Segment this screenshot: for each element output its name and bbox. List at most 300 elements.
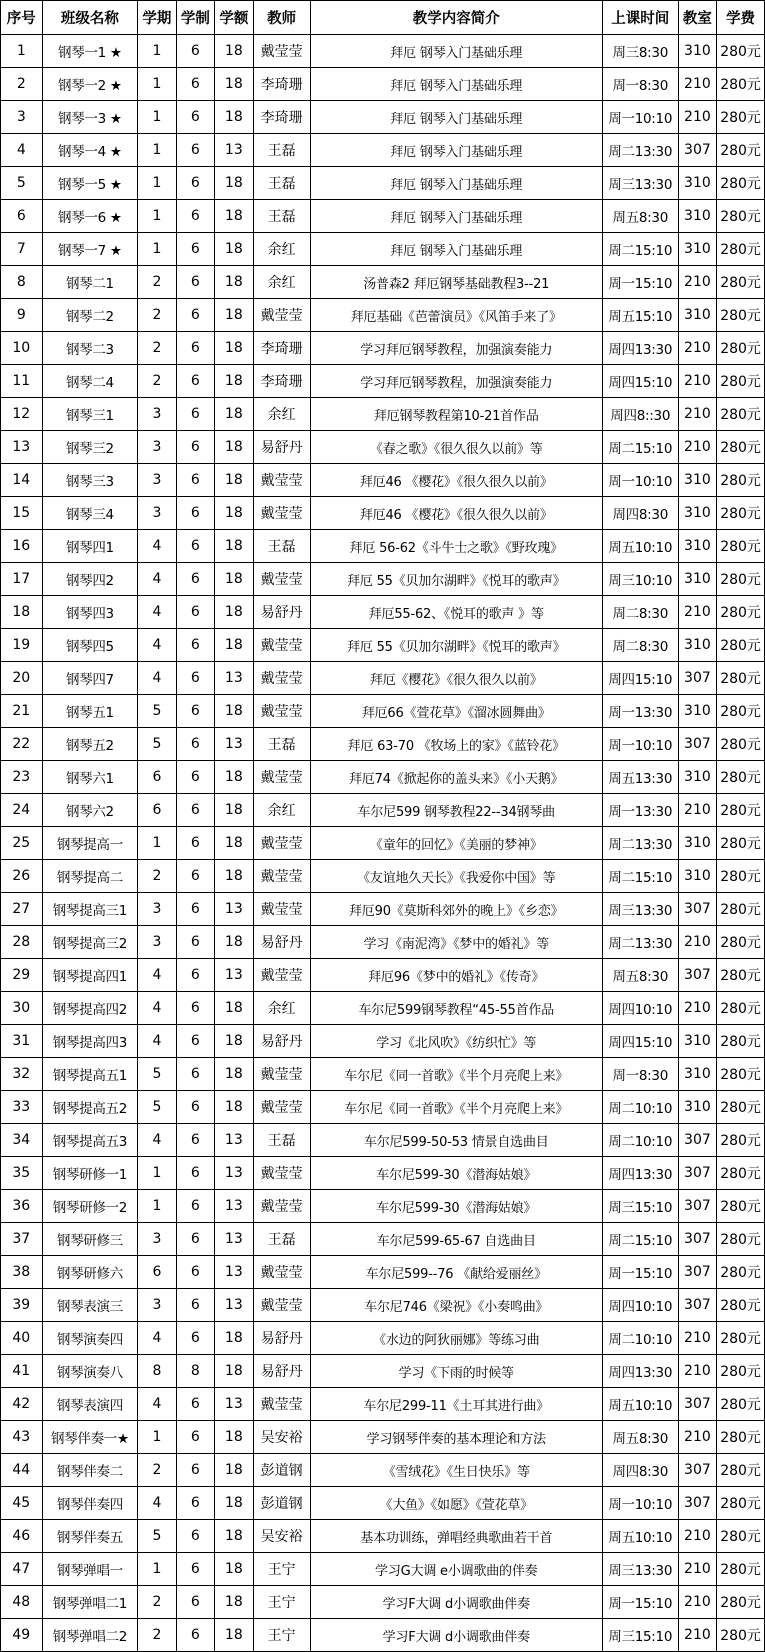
cell-index: 32: [1, 1058, 43, 1091]
cell-index: 25: [1, 827, 43, 860]
cell-class-name: 钢琴提高五3: [42, 1124, 138, 1157]
cell-fee: 280元: [717, 1091, 765, 1124]
cell-index: 16: [1, 530, 43, 563]
cell-time: 周一10:10: [602, 1487, 678, 1520]
cell-fee: 280元: [717, 1388, 765, 1421]
cell-index: 21: [1, 695, 43, 728]
cell-index: 26: [1, 860, 43, 893]
cell-teacher: 李琦珊: [253, 332, 310, 365]
cell-teacher: 戴莹莹: [253, 35, 310, 68]
cell-index: 27: [1, 893, 43, 926]
table-row: [1, 1091, 765, 1124]
cell-room: 307: [678, 662, 716, 695]
cell-time: 周一10:10: [602, 464, 678, 497]
cell-duration: 6: [176, 431, 214, 464]
cell-class-name: 钢琴提高三2: [42, 926, 138, 959]
cell-teacher: 余红: [253, 398, 310, 431]
cell-time: 周三8:30: [602, 35, 678, 68]
cell-time: 周五8:30: [602, 959, 678, 992]
cell-capacity: 18: [215, 1322, 253, 1355]
cell-class-name: 钢琴提高四3: [42, 1025, 138, 1058]
cell-time: 周二15:10: [602, 233, 678, 266]
cell-teacher: 戴莹莹: [253, 827, 310, 860]
cell-class-name: 钢琴伴奏四: [42, 1487, 138, 1520]
cell-teacher: 王磊: [253, 167, 310, 200]
cell-fee: 280元: [717, 200, 765, 233]
cell-term: 1: [138, 200, 176, 233]
cell-content: 拜厄46 《樱花》《很久很久以前》: [310, 497, 602, 530]
cell-room: 310: [678, 1058, 716, 1091]
cell-time: 周五10:10: [602, 1388, 678, 1421]
header-content: 教学内容简介: [310, 1, 602, 35]
cell-capacity: 18: [215, 167, 253, 200]
cell-capacity: 18: [215, 926, 253, 959]
cell-time: 周四8:30: [602, 497, 678, 530]
cell-capacity: 18: [215, 299, 253, 332]
cell-duration: 6: [176, 761, 214, 794]
cell-teacher: 戴莹莹: [253, 761, 310, 794]
cell-content: 拜厄55-62、《悦耳的歌声 》等: [310, 596, 602, 629]
cell-capacity: 18: [215, 233, 253, 266]
cell-capacity: 18: [215, 398, 253, 431]
cell-index: 38: [1, 1256, 43, 1289]
cell-class-name: 钢琴演奏八: [42, 1355, 138, 1388]
cell-time: 周一8:30: [602, 1058, 678, 1091]
cell-content: 学习F大调 d小调歌曲伴奏: [310, 1619, 602, 1652]
cell-duration: 6: [176, 794, 214, 827]
cell-time: 周三13:30: [602, 1553, 678, 1586]
cell-fee: 280元: [717, 1454, 765, 1487]
cell-index: 18: [1, 596, 43, 629]
cell-class-name: 钢琴三1: [42, 398, 138, 431]
cell-fee: 280元: [717, 1355, 765, 1388]
cell-fee: 280元: [717, 1421, 765, 1454]
cell-index: 2: [1, 68, 43, 101]
cell-term: 4: [138, 629, 176, 662]
cell-time: 周二10:10: [602, 1322, 678, 1355]
cell-duration: 6: [176, 1025, 214, 1058]
cell-term: 4: [138, 1487, 176, 1520]
cell-teacher: 余红: [253, 794, 310, 827]
cell-time: 周二15:10: [602, 431, 678, 464]
table-row: [1, 464, 765, 497]
cell-index: 30: [1, 992, 43, 1025]
header-row: [1, 1, 765, 35]
header-fee: 学费: [717, 1, 765, 35]
cell-content: 《春之歌》《很久很久以前》等: [310, 431, 602, 464]
cell-time: 周三13:30: [602, 893, 678, 926]
cell-index: 5: [1, 167, 43, 200]
cell-room: 310: [678, 860, 716, 893]
cell-content: 拜厄66《萱花草》《溜冰圆舞曲》: [310, 695, 602, 728]
cell-time: 周一15:10: [602, 1256, 678, 1289]
table-row: [1, 596, 765, 629]
cell-index: 23: [1, 761, 43, 794]
cell-time: 周二13:30: [602, 926, 678, 959]
cell-capacity: 18: [215, 794, 253, 827]
cell-class-name: 钢琴一2 ★: [42, 68, 138, 101]
cell-term: 3: [138, 497, 176, 530]
cell-time: 周一13:30: [602, 695, 678, 728]
cell-content: 车尔尼599钢琴教程“45-55首作品: [310, 992, 602, 1025]
cell-index: 46: [1, 1520, 43, 1553]
cell-time: 周二8:30: [602, 629, 678, 662]
cell-room: 307: [678, 893, 716, 926]
cell-fee: 280元: [717, 431, 765, 464]
cell-room: 210: [678, 1553, 716, 1586]
cell-index: 28: [1, 926, 43, 959]
cell-capacity: 18: [215, 1421, 253, 1454]
cell-content: 《水边的阿狄丽娜》等练习曲: [310, 1322, 602, 1355]
cell-room: 310: [678, 200, 716, 233]
cell-duration: 6: [176, 827, 214, 860]
cell-duration: 6: [176, 893, 214, 926]
cell-index: 15: [1, 497, 43, 530]
cell-fee: 280元: [717, 35, 765, 68]
cell-content: 《友谊地久天长》《我爱你中国》等: [310, 860, 602, 893]
cell-class-name: 钢琴伴奏一★: [42, 1421, 138, 1454]
cell-time: 周三13:30: [602, 167, 678, 200]
cell-fee: 280元: [717, 563, 765, 596]
cell-fee: 280元: [717, 1025, 765, 1058]
cell-fee: 280元: [717, 332, 765, 365]
cell-term: 3: [138, 398, 176, 431]
table-body: [1, 35, 765, 1652]
cell-index: 49: [1, 1619, 43, 1652]
cell-index: 48: [1, 1586, 43, 1619]
cell-duration: 6: [176, 365, 214, 398]
cell-fee: 280元: [717, 662, 765, 695]
cell-duration: 6: [176, 200, 214, 233]
cell-term: 1: [138, 1190, 176, 1223]
cell-room: 210: [678, 266, 716, 299]
cell-content: 《雪绒花》《生日快乐》等: [310, 1454, 602, 1487]
cell-content: 拜厄 钢琴入门基础乐理: [310, 167, 602, 200]
cell-content: 汤普森2 拜厄钢琴基础教程3--21: [310, 266, 602, 299]
cell-time: 周四8:30: [602, 1454, 678, 1487]
table-row: [1, 134, 765, 167]
cell-room: 210: [678, 1586, 716, 1619]
cell-room: 210: [678, 398, 716, 431]
cell-fee: 280元: [717, 1619, 765, 1652]
cell-class-name: 钢琴研修六: [42, 1256, 138, 1289]
cell-capacity: 18: [215, 101, 253, 134]
cell-room: 210: [678, 596, 716, 629]
cell-term: 1: [138, 101, 176, 134]
cell-term: 2: [138, 1586, 176, 1619]
cell-content: 车尔尼599-30《潜海姑娘》: [310, 1157, 602, 1190]
cell-time: 周三15:10: [602, 1619, 678, 1652]
header-capacity: 学额: [215, 1, 253, 35]
cell-index: 3: [1, 101, 43, 134]
cell-capacity: 18: [215, 596, 253, 629]
cell-class-name: 钢琴提高五2: [42, 1091, 138, 1124]
table-row: [1, 398, 765, 431]
cell-room: 310: [678, 1025, 716, 1058]
cell-capacity: 13: [215, 1256, 253, 1289]
cell-content: 拜厄基础《芭蕾演员》《风笛手来了》: [310, 299, 602, 332]
cell-class-name: 钢琴提高四1: [42, 959, 138, 992]
cell-content: 拜厄74《掀起你的盖头来》《小天鹅》: [310, 761, 602, 794]
cell-room: 310: [678, 1091, 716, 1124]
cell-teacher: 易舒丹: [253, 1025, 310, 1058]
cell-capacity: 18: [215, 1025, 253, 1058]
cell-duration: 6: [176, 233, 214, 266]
cell-index: 35: [1, 1157, 43, 1190]
cell-class-name: 钢琴二4: [42, 365, 138, 398]
cell-capacity: 13: [215, 959, 253, 992]
cell-teacher: 王磊: [253, 728, 310, 761]
cell-capacity: 18: [215, 332, 253, 365]
cell-term: 2: [138, 299, 176, 332]
cell-teacher: 李琦珊: [253, 101, 310, 134]
table-row: [1, 233, 765, 266]
cell-capacity: 18: [215, 431, 253, 464]
cell-teacher: 彭道钢: [253, 1487, 310, 1520]
cell-duration: 6: [176, 497, 214, 530]
cell-term: 4: [138, 1124, 176, 1157]
table-row: [1, 332, 765, 365]
cell-room: 210: [678, 794, 716, 827]
header-term: 学期: [138, 1, 176, 35]
cell-capacity: 18: [215, 68, 253, 101]
cell-term: 6: [138, 1256, 176, 1289]
cell-term: 4: [138, 1025, 176, 1058]
cell-room: 307: [678, 1190, 716, 1223]
cell-duration: 6: [176, 1190, 214, 1223]
cell-teacher: 王磊: [253, 530, 310, 563]
cell-content: 学习拜厄钢琴教程，加强演奏能力: [310, 365, 602, 398]
cell-teacher: 王宁: [253, 1553, 310, 1586]
cell-teacher: 易舒丹: [253, 596, 310, 629]
cell-class-name: 钢琴四1: [42, 530, 138, 563]
cell-term: 1: [138, 1157, 176, 1190]
cell-time: 周一10:10: [602, 101, 678, 134]
cell-duration: 6: [176, 1487, 214, 1520]
cell-duration: 6: [176, 464, 214, 497]
cell-content: 拜厄 63-70 《牧场上的家》《蓝铃花》: [310, 728, 602, 761]
cell-room: 310: [678, 233, 716, 266]
cell-fee: 280元: [717, 596, 765, 629]
cell-content: 学习《南泥湾》《梦中的婚礼》等: [310, 926, 602, 959]
cell-content: 车尔尼599 钢琴教程22--34钢琴曲: [310, 794, 602, 827]
cell-duration: 6: [176, 1553, 214, 1586]
cell-duration: 6: [176, 629, 214, 662]
cell-teacher: 戴莹莹: [253, 959, 310, 992]
cell-term: 4: [138, 1322, 176, 1355]
cell-room: 310: [678, 464, 716, 497]
cell-duration: 6: [176, 596, 214, 629]
cell-index: 6: [1, 200, 43, 233]
cell-capacity: 18: [215, 1619, 253, 1652]
cell-fee: 280元: [717, 1586, 765, 1619]
cell-teacher: 李琦珊: [253, 365, 310, 398]
cell-duration: 6: [176, 728, 214, 761]
header-duration: 学制: [176, 1, 214, 35]
cell-time: 周一15:10: [602, 266, 678, 299]
cell-room: 307: [678, 959, 716, 992]
table-row: [1, 1058, 765, 1091]
cell-term: 4: [138, 959, 176, 992]
cell-duration: 8: [176, 1355, 214, 1388]
table-row: [1, 1157, 765, 1190]
cell-fee: 280元: [717, 1289, 765, 1322]
cell-duration: 6: [176, 1454, 214, 1487]
cell-duration: 6: [176, 134, 214, 167]
cell-capacity: 18: [215, 860, 253, 893]
cell-term: 1: [138, 827, 176, 860]
cell-index: 22: [1, 728, 43, 761]
cell-fee: 280元: [717, 1058, 765, 1091]
cell-room: 210: [678, 431, 716, 464]
table-row: [1, 1256, 765, 1289]
cell-teacher: 戴莹莹: [253, 860, 310, 893]
cell-term: 1: [138, 134, 176, 167]
table-row: [1, 101, 765, 134]
cell-class-name: 钢琴一5 ★: [42, 167, 138, 200]
cell-room: 310: [678, 629, 716, 662]
cell-capacity: 18: [215, 1454, 253, 1487]
cell-teacher: 王磊: [253, 200, 310, 233]
cell-fee: 280元: [717, 68, 765, 101]
cell-time: 周四15:10: [602, 662, 678, 695]
cell-fee: 280元: [717, 1322, 765, 1355]
cell-capacity: 13: [215, 1388, 253, 1421]
cell-content: 学习《北风吹》《纺织忙》等: [310, 1025, 602, 1058]
cell-capacity: 13: [215, 893, 253, 926]
cell-content: 车尔尼599-65-67 自选曲目: [310, 1223, 602, 1256]
cell-class-name: 钢琴一3 ★: [42, 101, 138, 134]
cell-room: 210: [678, 1322, 716, 1355]
cell-content: 车尔尼599-30《潜海姑娘》: [310, 1190, 602, 1223]
table-row: [1, 1124, 765, 1157]
cell-time: 周四10:10: [602, 1289, 678, 1322]
cell-fee: 280元: [717, 1223, 765, 1256]
cell-class-name: 钢琴表演四: [42, 1388, 138, 1421]
table-row: [1, 695, 765, 728]
cell-capacity: 18: [215, 365, 253, 398]
cell-term: 4: [138, 530, 176, 563]
cell-time: 周二10:10: [602, 1091, 678, 1124]
cell-fee: 280元: [717, 860, 765, 893]
cell-class-name: 钢琴弹唱二2: [42, 1619, 138, 1652]
cell-index: 19: [1, 629, 43, 662]
cell-class-name: 钢琴一6 ★: [42, 200, 138, 233]
cell-index: 13: [1, 431, 43, 464]
cell-time: 周二13:30: [602, 134, 678, 167]
cell-fee: 280元: [717, 761, 765, 794]
cell-duration: 6: [176, 398, 214, 431]
cell-time: 周三10:10: [602, 563, 678, 596]
cell-content: 学习G大调 e小调歌曲的伴奏: [310, 1553, 602, 1586]
cell-term: 3: [138, 1289, 176, 1322]
cell-fee: 280元: [717, 1124, 765, 1157]
cell-class-name: 钢琴提高三1: [42, 893, 138, 926]
cell-teacher: 王磊: [253, 134, 310, 167]
cell-fee: 280元: [717, 299, 765, 332]
cell-content: 车尔尼599--76 《献给爱丽丝》: [310, 1256, 602, 1289]
header-room: 教室: [678, 1, 716, 35]
cell-time: 周一8:30: [602, 68, 678, 101]
cell-duration: 6: [176, 1586, 214, 1619]
cell-time: 周二10:10: [602, 1124, 678, 1157]
cell-fee: 280元: [717, 398, 765, 431]
cell-capacity: 18: [215, 563, 253, 596]
cell-fee: 280元: [717, 134, 765, 167]
cell-time: 周四15:10: [602, 365, 678, 398]
cell-fee: 280元: [717, 1553, 765, 1586]
cell-time: 周一10:10: [602, 728, 678, 761]
cell-index: 37: [1, 1223, 43, 1256]
cell-content: 拜厄 55《贝加尔湖畔》《悦耳的歌声》: [310, 563, 602, 596]
cell-fee: 280元: [717, 695, 765, 728]
cell-duration: 6: [176, 1388, 214, 1421]
cell-fee: 280元: [717, 1520, 765, 1553]
header-teacher: 教师: [253, 1, 310, 35]
table-row: [1, 365, 765, 398]
cell-index: 11: [1, 365, 43, 398]
cell-fee: 280元: [717, 893, 765, 926]
cell-content: 拜厄 钢琴入门基础乐理: [310, 233, 602, 266]
cell-fee: 280元: [717, 101, 765, 134]
cell-room: 307: [678, 728, 716, 761]
cell-room: 210: [678, 101, 716, 134]
cell-class-name: 钢琴弹唱一: [42, 1553, 138, 1586]
cell-room: 310: [678, 530, 716, 563]
cell-room: 210: [678, 332, 716, 365]
cell-duration: 6: [176, 35, 214, 68]
table-row: [1, 1322, 765, 1355]
cell-index: 43: [1, 1421, 43, 1454]
cell-time: 周五15:10: [602, 299, 678, 332]
cell-capacity: 18: [215, 35, 253, 68]
cell-duration: 6: [176, 1223, 214, 1256]
cell-duration: 6: [176, 662, 214, 695]
cell-room: 310: [678, 497, 716, 530]
cell-term: 1: [138, 68, 176, 101]
table-row: [1, 35, 765, 68]
cell-room: 210: [678, 926, 716, 959]
table-row: [1, 860, 765, 893]
cell-class-name: 钢琴四3: [42, 596, 138, 629]
table-row: [1, 1289, 765, 1322]
cell-fee: 280元: [717, 992, 765, 1025]
cell-teacher: 戴莹莹: [253, 464, 310, 497]
cell-index: 41: [1, 1355, 43, 1388]
cell-term: 4: [138, 662, 176, 695]
table-row: [1, 794, 765, 827]
cell-capacity: 18: [215, 530, 253, 563]
cell-duration: 6: [176, 695, 214, 728]
cell-teacher: 戴莹莹: [253, 1388, 310, 1421]
cell-time: 周四13:30: [602, 332, 678, 365]
cell-index: 29: [1, 959, 43, 992]
cell-class-name: 钢琴伴奏二: [42, 1454, 138, 1487]
cell-duration: 6: [176, 1619, 214, 1652]
cell-term: 5: [138, 1091, 176, 1124]
cell-content: 学习拜厄钢琴教程，加强演奏能力: [310, 332, 602, 365]
cell-duration: 6: [176, 101, 214, 134]
cell-duration: 6: [176, 332, 214, 365]
table-row: [1, 1421, 765, 1454]
cell-teacher: 王宁: [253, 1586, 310, 1619]
cell-capacity: 13: [215, 662, 253, 695]
cell-capacity: 13: [215, 1190, 253, 1223]
cell-index: 34: [1, 1124, 43, 1157]
cell-term: 2: [138, 365, 176, 398]
cell-room: 307: [678, 1223, 716, 1256]
cell-content: 拜厄 钢琴入门基础乐理: [310, 134, 602, 167]
